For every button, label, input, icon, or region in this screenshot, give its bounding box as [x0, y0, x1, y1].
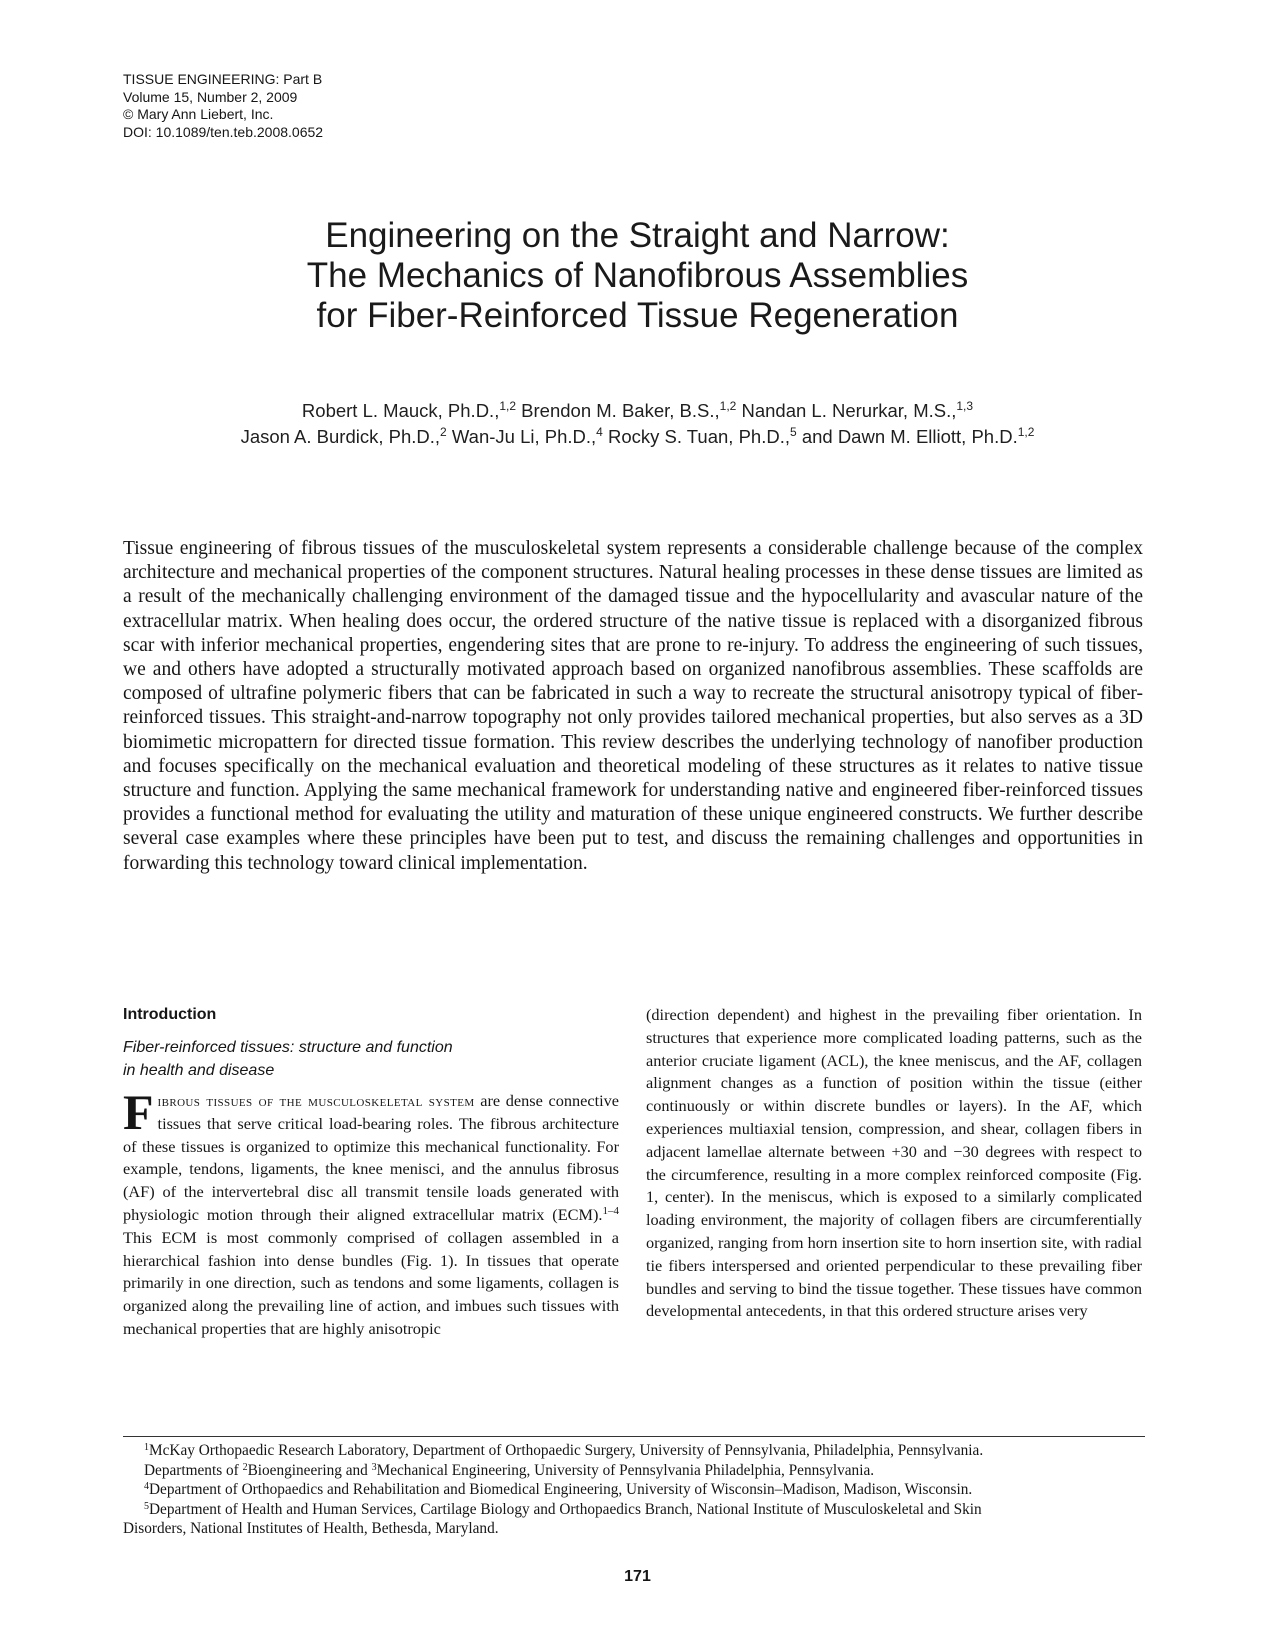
footnote-text: Department of Orthopaedics and Rehabilitation and Biomedical Engineering, University of Wisconsin–Madison, Madison, Wisconsin. [149, 1481, 973, 1498]
footnote-4 [123, 1480, 1145, 1500]
right-column [646, 1004, 1142, 1323]
subsection-heading-line-1: Fiber-reinforced tissues: structure and function [123, 1039, 453, 1056]
drop-cap: F [123, 1084, 154, 1140]
title-line-2: The Mechanics of Nanofibrous Assemblies [306, 256, 969, 295]
footnote-marker: 3 [371, 1461, 377, 1473]
author-name: Robert L. Mauck, Ph.D., [301, 400, 500, 421]
footnote-text: Departments of [144, 1461, 243, 1479]
author-affiliation: 1,2 [719, 399, 737, 413]
intro-text-part-1: are dense connective tissues that serve critical load-bearing roles. The fibrous architecture of these tissues is organized to optimize this mechanical functionality. For example, tendons, ligaments, the knee menisci, and the annulus fibrosus (AF) of the intervertebral disc all transmit tensile loads generated with physiologic motion through their aligned extracellular matrix (ECM). [123, 1091, 620, 1224]
journal-copyright: © Mary Ann Liebert, Inc. [123, 106, 274, 122]
abstract: Tissue engineering of fibrous tissues of the musculoskeletal system represents a considerable challenge because of the complex architecture and mechanical properties of the component structures. Natural healing processes in these dense tissues are limited as a result of the mechanically challenging environment of the damaged tissue and the hypocellularity and avascular nature of the extracellular matrix. When healing does occur, the ordered structure of the native tissue is replaced with a disorganized fibrous scar with inferior mechanical properties, engendering sites that are prone to re-injury. To address the engineering of such tissues, we and others have adopted a structurally motivated approach based on organized nanofibrous assemblies. These scaffolds are composed of ultrafine polymeric fibers that can be fabricated in such a way to recreate the structural anisotropy typical of fiber-reinforced tissues. This straight-and-narrow topography not only provides tailored mechanical properties, but also serves as a 3D biomimetic micropattern for directed tissue formation. This review describes the underlying technology of nanofiber production and focuses specifically on the mechanical evaluation and theoretical modeling of these structures as it relates to native tissue structure and function. Applying the same mechanical framework for understanding native and engineered fiber-reinforced tissues provides a functional method for evaluating the utility and maturation of these unique engineered constructs. We further describe several case examples where these principles have been put to test, and discuss the remaining challenges and opportunities in forwarding this technology toward clinical implementation. [123, 538, 1143, 874]
author-affiliation: 1,3 [956, 399, 974, 413]
journal-name: TISSUE ENGINEERING: Part B [123, 71, 323, 87]
title-line-1: Engineering on the Straight and Narrow: [325, 216, 950, 255]
footnote-5 [123, 1500, 1145, 1520]
author-name: and Dawn M. Elliott, Ph.D. [801, 426, 1018, 447]
author-name: Rocky S. Tuan, Ph.D., [607, 426, 790, 447]
author-affiliation: 4 [596, 425, 603, 439]
footnote-marker: 2 [242, 1461, 248, 1473]
intro-text-part-2: This ECM is most commonly comprised of collagen assembled in a hierarchical fashion into dense bundles (Fig. 1). In tissues that operate primarily in one direction, such as tendons and some ligaments, collagen is organized along the prevailing line of action, and imbues such tissues with mechanical properties that are highly anisotropic [123, 1227, 619, 1338]
footnote-text: Mechanical Engineering, University of Pennsylvania Philadelphia, Pennsylvania. [376, 1461, 875, 1479]
lead-in-smallcaps: ibrous tissues of the musculoskeletal system [157, 1091, 475, 1110]
page-number: 171 [624, 1568, 651, 1585]
footnote-text: McKay Orthopaedic Research Laboratory, Department of Orthopaedic Surgery, University of Pennsylvania, Philadelphia, Pennsylvania. [149, 1442, 984, 1459]
author-affiliation: 1,2 [499, 399, 517, 413]
footnotes [123, 1441, 1145, 1539]
article-title [0, 216, 1275, 336]
footnote-text: Bioengineering and [247, 1461, 372, 1479]
author-name: Jason A. Burdick, Ph.D., [240, 426, 441, 447]
author-list [0, 398, 1275, 450]
journal-doi: DOI: 10.1089/ten.teb.2008.0652 [123, 123, 324, 140]
footnote-5-continued: Disorders, National Institutes of Health, Bethesda, Maryland. [123, 1520, 499, 1537]
footnote-1 [123, 1441, 1145, 1461]
footnote-marker: 5 [144, 1500, 149, 1512]
journal-volume: Volume 15, Number 2, 2009 [123, 88, 298, 105]
author-name: Brendon M. Baker, B.S., [521, 400, 720, 421]
author-affiliation: 1,2 [1017, 425, 1035, 439]
author-affiliation: 5 [789, 425, 797, 439]
footnote-2-3 [123, 1461, 1145, 1481]
right-column-text: (direction dependent) and highest in the prevailing fiber orientation. In structures that experience more complicated loading patterns, such as the anterior cruciate ligament (ACL), the knee meniscus, and the AF, collagen alignment changes as a function of position within the tissue (either continuously or within discrete bundles or layers). In the AF, which experiences multiaxial tension, compression, and shear, collagen fibers in adjacent lamellae alternate between +30 and −30 degrees with respect to the circumference, resulting in a more complex reinforced composite (Fig. 1, center). In the meniscus, which is exposed to a similarly complicated loading environment, the majority of collagen fibers are circumferentially organized, ranging from horn insertion site to horn insertion site, with radial tie fibers interspersed and oriented perpendicular to these prevailing fiber bundles and serving to bind the tissue together. These tissues have common developmental antecedents, in that this ordered structure arises very [646, 1005, 1142, 1321]
reference-citation: 1–4 [602, 1204, 619, 1217]
subsection-heading [123, 1036, 619, 1082]
author-line-1 [0, 398, 1275, 424]
title-line-3: for Fiber-Reinforced Tissue Regeneration [316, 296, 959, 335]
subsection-heading-line-2: in health and disease [123, 1062, 275, 1079]
author-affiliation: 2 [440, 425, 447, 439]
author-name: Nandan L. Nerurkar, M.S., [741, 400, 957, 421]
footnote-marker: 1 [144, 1442, 149, 1453]
footnote-divider [123, 1436, 1145, 1437]
left-column [123, 1004, 619, 1341]
section-heading-introduction: Introduction [123, 1006, 217, 1023]
journal-header [123, 71, 323, 141]
footnote-marker: 4 [144, 1481, 149, 1492]
intro-paragraph [123, 1084, 620, 1341]
footnote-text: Department of Health and Human Services, Cartilage Biology and Orthopaedics Branch, National Institute of Musculoskeletal and Skin [149, 1500, 982, 1518]
author-name: Wan-Ju Li, Ph.D., [451, 426, 597, 447]
author-line-2 [0, 424, 1275, 450]
